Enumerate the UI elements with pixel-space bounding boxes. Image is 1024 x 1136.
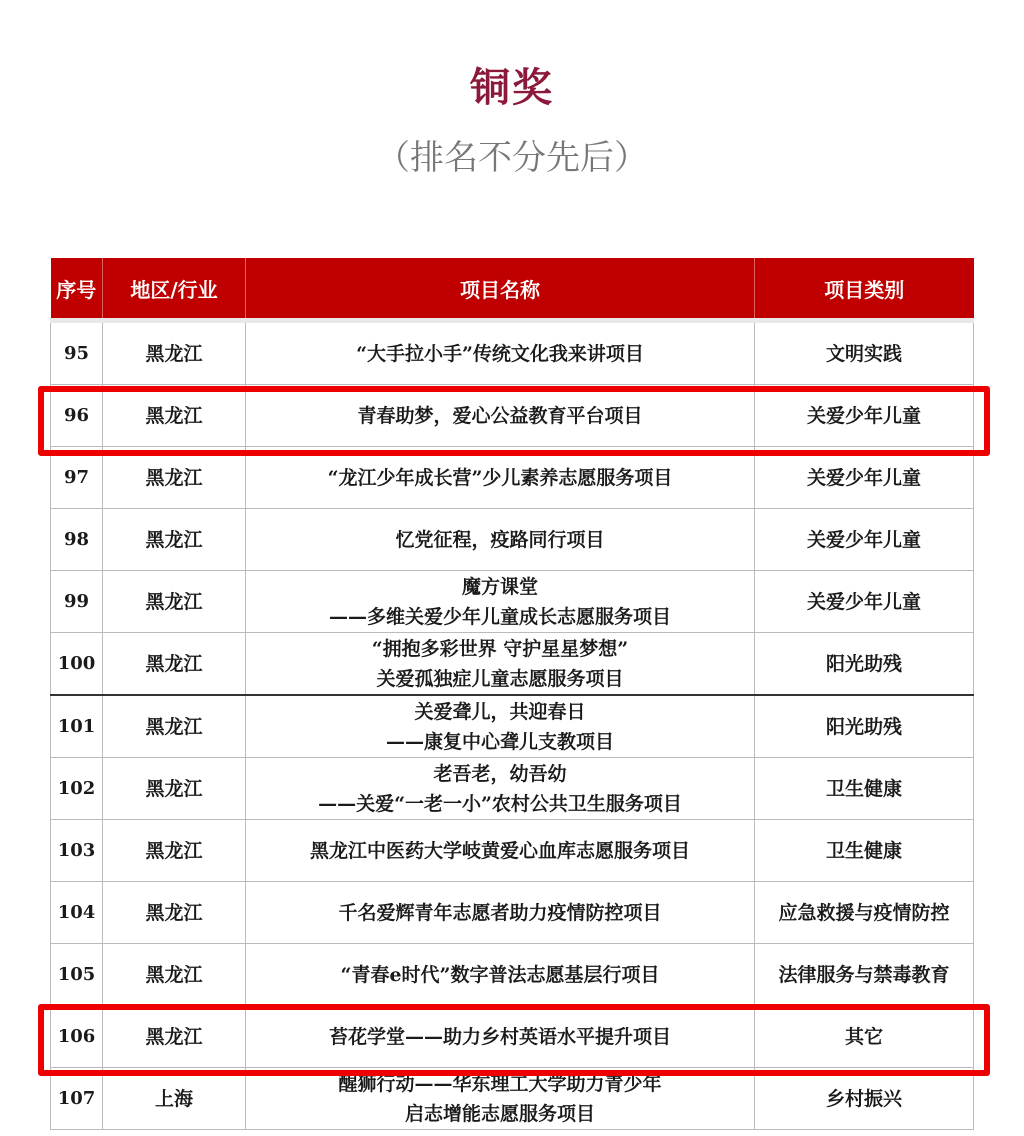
- cell-serial: 101: [51, 695, 103, 758]
- cell-category: 关爱少年儿童: [755, 571, 974, 633]
- project-name-line: 醒狮行动——华东理工大学助力青少年: [338, 1072, 662, 1095]
- cell-serial: 104: [51, 882, 103, 944]
- project-name-line: 忆党征程，疫路同行项目: [395, 528, 605, 551]
- table-row: [51, 1006, 974, 1068]
- cell-serial: 98: [51, 509, 103, 571]
- table-row: [51, 1068, 974, 1130]
- cell-region: 黑龙江: [103, 321, 246, 385]
- project-name-line: ——康复中心聋儿支教项目: [385, 730, 614, 753]
- cell-category: 阳光助残: [755, 633, 974, 696]
- cell-serial: 106: [51, 1006, 103, 1068]
- cell-region: 黑龙江: [103, 385, 246, 447]
- project-name-line: 苔花学堂——助力乡村英语水平提升项目: [328, 1025, 671, 1048]
- cell-serial: 102: [51, 758, 103, 820]
- project-name-line: 启志增能志愿服务项目: [404, 1102, 595, 1125]
- cell-region: 黑龙江: [103, 571, 246, 633]
- project-name-line: “青春e时代”数字普法志愿基层行项目: [340, 963, 660, 986]
- cell-project-name: [246, 695, 755, 758]
- cell-project-name: [246, 758, 755, 820]
- table-row: [51, 944, 974, 1006]
- table-row: [51, 385, 974, 447]
- cell-serial: 105: [51, 944, 103, 1006]
- cell-region: 黑龙江: [103, 509, 246, 571]
- cell-project-name: [246, 944, 755, 1006]
- project-name-line: 关爱聋儿，共迎春日: [414, 700, 586, 723]
- cell-region: 上海: [103, 1068, 246, 1130]
- project-name-line: “龙江少年成长营”少儿素养志愿服务项目: [327, 466, 673, 489]
- cell-project-name: [246, 633, 755, 696]
- award-table: [50, 258, 974, 1130]
- cell-category: 法律服务与禁毒教育: [755, 944, 974, 1006]
- table-row: [51, 695, 974, 758]
- cell-serial: 95: [51, 321, 103, 385]
- table-header-row: [51, 258, 974, 321]
- cell-category: 卫生健康: [755, 758, 974, 820]
- cell-project-name: [246, 321, 755, 385]
- cell-region: 黑龙江: [103, 944, 246, 1006]
- project-name-line: 魔方课堂: [461, 575, 538, 598]
- cell-category: 应急救援与疫情防控: [755, 882, 974, 944]
- cell-serial: 97: [51, 447, 103, 509]
- table-row: [51, 447, 974, 509]
- table-row: [51, 758, 974, 820]
- cell-serial: 96: [51, 385, 103, 447]
- cell-project-name: [246, 509, 755, 571]
- cell-region: 黑龙江: [103, 633, 246, 696]
- table-body: [51, 321, 974, 1130]
- cell-project-name: [246, 882, 755, 944]
- cell-region: 黑龙江: [103, 758, 246, 820]
- project-name-line: 黑龙江中医药大学岐黄爱心血库志愿服务项目: [309, 839, 690, 862]
- cell-region: 黑龙江: [103, 882, 246, 944]
- header-category: 项目类别: [755, 258, 974, 321]
- project-name-line: ——多维关爱少年儿童成长志愿服务项目: [328, 605, 671, 628]
- cell-region: 黑龙江: [103, 695, 246, 758]
- cell-serial: 103: [51, 820, 103, 882]
- table-row: [51, 633, 974, 696]
- cell-region: 黑龙江: [103, 1006, 246, 1068]
- project-name-line: “大手拉小手”传统文化我来讲项目: [356, 342, 644, 365]
- table-row: [51, 882, 974, 944]
- cell-category: 卫生健康: [755, 820, 974, 882]
- cell-project-name: [246, 820, 755, 882]
- project-name-line: 老吾老，幼吾幼: [433, 762, 567, 785]
- cell-category: 乡村振兴: [755, 1068, 974, 1130]
- project-name-line: 关爱孤独症儿童志愿服务项目: [376, 667, 624, 690]
- cell-project-name: [246, 447, 755, 509]
- page-subtitle: （排名不分先后）: [376, 138, 648, 178]
- table-row: [51, 321, 974, 385]
- cell-region: 黑龙江: [103, 447, 246, 509]
- cell-category: 关爱少年儿童: [755, 447, 974, 509]
- cell-serial: 99: [51, 571, 103, 633]
- project-name-line: “拥抱多彩世界 守护星星梦想”: [371, 637, 629, 660]
- cell-project-name: [246, 571, 755, 633]
- cell-category: 阳光助残: [755, 695, 974, 758]
- cell-project-name: [246, 1006, 755, 1068]
- cell-serial: 107: [51, 1068, 103, 1130]
- cell-project-name: [246, 385, 755, 447]
- cell-category: 关爱少年儿童: [755, 509, 974, 571]
- header-project-name: 项目名称: [246, 258, 755, 321]
- cell-category: 其它: [755, 1006, 974, 1068]
- project-name-line: ——关爱“一老一小”农村公共卫生服务项目: [318, 792, 682, 815]
- cell-category: 关爱少年儿童: [755, 385, 974, 447]
- project-name-line: 青春助梦，爱心公益教育平台项目: [357, 404, 643, 427]
- cell-region: 黑龙江: [103, 820, 246, 882]
- header-serial: 序号: [51, 258, 103, 321]
- project-name-line: 千名爱辉青年志愿者助力疫情防控项目: [338, 901, 662, 924]
- cell-serial: 100: [51, 633, 103, 696]
- cell-category: 文明实践: [755, 321, 974, 385]
- table-row: [51, 820, 974, 882]
- header-region: 地区/行业: [103, 258, 246, 321]
- cell-project-name: [246, 1068, 755, 1130]
- table-row: [51, 571, 974, 633]
- page-title: 铜奖: [470, 65, 554, 111]
- table-row: [51, 509, 974, 571]
